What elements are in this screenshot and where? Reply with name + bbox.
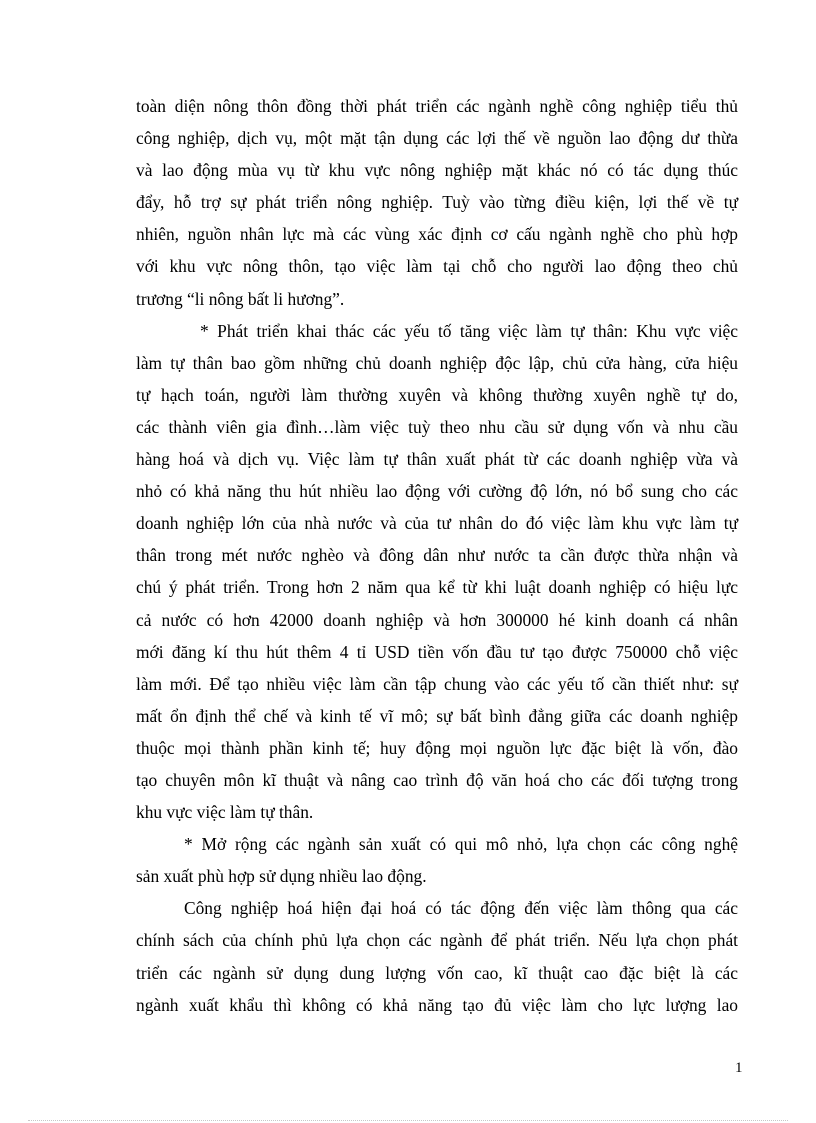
text-line: trương “li nông bất li hương”.	[136, 288, 345, 309]
document-body	[136, 90, 738, 1021]
text-line: Công nghiệp hoá hiện đại hoá có tác động đến việc làm thông qua các	[184, 898, 738, 919]
text-line: làm mới. Để tạo nhiều việc làm cần tập chung vào các yếu tố cần thiết như: sự	[136, 673, 738, 694]
text-line: ngành xuất khẩu thì không có khả năng tạo đủ việc làm cho lực lượng lao	[136, 994, 738, 1015]
text-line: tự hạch toán, người làm thường xuyên và không thường xuyên nghề tự do,	[136, 384, 738, 405]
text-line: các thành viên gia đình…làm việc tuỳ theo nhu cầu sử dụng vốn và nhu cầu	[136, 416, 738, 437]
text-line: nhỏ có khả năng thu hút nhiều lao động với cường độ lớn, nó bổ sung cho các	[136, 481, 738, 502]
paragraph-small-scale-production	[136, 828, 738, 892]
text-line: khu vực việc làm tự thân.	[136, 802, 314, 823]
paragraph-self-employment	[136, 315, 738, 829]
text-line: với khu vực nông thôn, tạo việc làm tại chỗ cho người lao động theo chủ	[136, 256, 738, 277]
text-line: * Mở rộng các ngành sản xuất có qui mô nhỏ, lựa chọn các công nghệ	[184, 834, 738, 855]
text-line: và lao động mùa vụ từ khu vực nông nghiệp mặt khác nó có tác dụng thúc	[136, 160, 738, 181]
text-line: nhiên, nguồn nhân lực mà các vùng xác định cơ cấu ngành nghề cho phù hợp	[136, 224, 738, 245]
text-line: sản xuất phù hợp sử dụng nhiều lao động.	[136, 866, 427, 887]
text-line: công nghiệp, dịch vụ, một mặt tận dụng các lợi thế về nguồn lao động dư thừa	[136, 128, 738, 149]
text-line: toàn diện nông thôn đồng thời phát triển các ngành nghề công nghiệp tiểu thủ	[136, 96, 738, 116]
paragraph-industrialization	[136, 892, 738, 1020]
text-line: chú ý phát triển. Trong hơn 2 năm qua kể từ khi luật doanh nghiệp có hiệu lực	[136, 577, 738, 598]
text-line: tạo chuyên môn kĩ thuật và nâng cao trình độ văn hoá cho các đối tượng trong	[136, 769, 738, 790]
text-line: doanh nghiệp lớn của nhà nước và của tư nhân do đó việc làm khu vực làm tự	[136, 513, 738, 534]
text-line: thuộc mọi thành phần kinh tế; huy động mọi nguồn lực đặc biệt là vốn, đào	[136, 737, 738, 758]
text-line: mất ổn định thể chế và kinh tế vĩ mô; sự bất bình đẳng giữa các doanh nghiệp	[136, 705, 738, 726]
page-bottom-border	[28, 1120, 788, 1121]
text-line: triển các ngành sử dụng dung lượng vốn cao, kĩ thuật cao đặc biệt là các	[136, 962, 738, 983]
text-line: chính sách của chính phủ lựa chọn các ngành để phát triển. Nếu lựa chọn phát	[136, 930, 738, 951]
text-line: cả nước có hơn 42000 doanh nghiệp và hơn 300000 hé kinh doanh cá nhân	[136, 609, 738, 630]
text-line: * Phát triển khai thác các yếu tố tăng việc làm tự thân: Khu vực việc	[200, 320, 738, 341]
text-line: thân trong mét nước nghèo và đông dân như nước ta cần được thừa nhận và	[136, 545, 738, 566]
page-number: 1	[735, 1060, 743, 1076]
paragraph-rural-development	[136, 90, 738, 315]
text-line: mới đăng kí thu hút thêm 4 tỉ USD tiền vốn đầu tư tạo được 750000 chỗ việc	[136, 641, 738, 662]
text-line: làm tự thân bao gồm những chủ doanh nghiệp độc lập, chủ cửa hàng, cửa hiệu	[136, 352, 738, 373]
text-line: đẩy, hỗ trợ sự phát triển nông nghiệp. Tuỳ vào từng điều kiện, lợi thế về tự	[136, 192, 738, 213]
text-line: hàng hoá và dịch vụ. Việc làm tự thân xuất phát từ các doanh nghiệp vừa và	[136, 449, 738, 470]
